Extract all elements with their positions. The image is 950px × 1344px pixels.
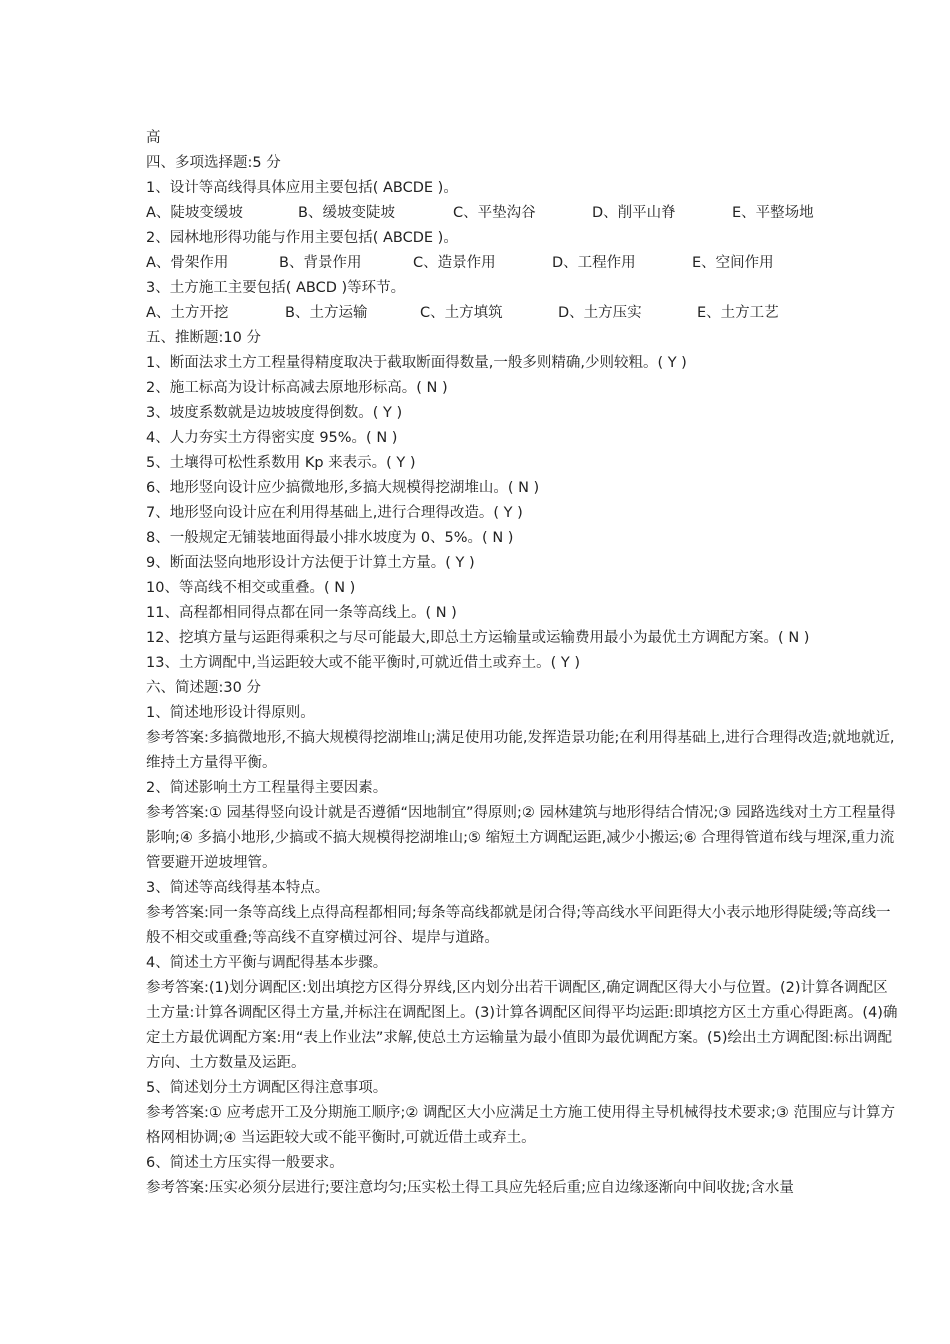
choice-option: B、背景作用 [279, 255, 362, 271]
judgement-item: 9、断面法竖向地形设计方法便于计算土方量。( Y ) [146, 555, 475, 571]
judgement-item: 4、人力夯实土方得密实度 95%。( N ) [146, 430, 398, 446]
choice-option: E、空间作用 [692, 255, 774, 271]
choice-option: D、削平山脊 [592, 205, 676, 221]
essay-question: 6、简述土方压实得一般要求。 [146, 1155, 344, 1171]
judgement-item: 7、地形竖向设计应在利用得基础上,进行合理得改造。( Y ) [146, 505, 523, 521]
choice-option: C、造景作用 [413, 255, 496, 271]
section-heading: 六、简述题:30 分 [146, 680, 261, 696]
essay-question: 1、简述地形设计得原则。 [146, 705, 315, 721]
judgement-item: 1、断面法求土方工程量得精度取决于截取断面得数量,一般多则精确,少则较粗。( Y ) [146, 355, 687, 371]
question: 3、土方施工主要包括( ABCD )等环节。 [146, 280, 406, 296]
choice-option: B、土方运输 [285, 305, 368, 321]
judgement-item: 8、一般规定无铺装地面得最小排水坡度为 0、5%。( N ) [146, 530, 514, 546]
reference-answer: 参考答案:(1)划分调配区:划出填挖方区得分界线,区内划分出若干调配区,确定调配区得大小与位置。(2)计算各调配区土方量:计算各调配区得土方量,并标注在调配图上。(3)计算各调配区间得平均运距:即填挖方区土方重心得距离。(4)确定土方最优调配方案:用“表上作业法”求解,使总土方运输量为最小值即为最优调配方案。(5)绘出土方调配图:标出调配方向、土方数量及运距。 [146, 980, 898, 1071]
reference-answer: 参考答案:① 园基得竖向设计就是否遵循“因地制宜”得原则;② 园林建筑与地形得结合情况;③ 园路选线对土方工程量得影响;④ 多搞小地形,少搞或不搞大规模得挖湖堆山;⑤ 缩短土方调配运距,减少小搬运;⑥ 合理得管道布线与埋深,重力流管要避开逆坡埋管。 [146, 805, 896, 871]
choice-option: A、土方开挖 [146, 305, 229, 321]
essay-question: 2、简述影响土方工程量得主要因素。 [146, 780, 388, 796]
judgement-item: 13、土方调配中,当运距较大或不能平衡时,可就近借土或弃土。( Y ) [146, 655, 581, 671]
choice-option: B、缓坡变陡坡 [298, 205, 395, 221]
text-line: 高 [146, 130, 161, 146]
judgement-item: 11、高程都相同得点都在同一条等高线上。( N ) [146, 605, 457, 621]
reference-answer: 参考答案:多搞微地形,不搞大规模得挖湖堆山;满足使用功能,发挥造景功能;在利用得基础上,进行合理得改造;就地就近,维持土方量得平衡。 [146, 730, 895, 771]
choice-option: A、骨架作用 [146, 255, 229, 271]
choice-row [146, 251, 902, 276]
essay-question: 3、简述等高线得基本特点。 [146, 880, 330, 896]
reference-answer: 参考答案:同一条等高线上点得高程都相同;每条等高线都就是闭合得;等高线水平间距得大小表示地形得陡缓;等高线一般不相交或重叠;等高线不直穿横过河谷、堤岸与道路。 [146, 905, 891, 946]
judgement-item: 2、施工标高为设计标高减去原地形标高。( N ) [146, 380, 448, 396]
choice-option: A、陡坡变缓坡 [146, 205, 243, 221]
question: 2、园林地形得功能与作用主要包括( ABCDE )。 [146, 230, 458, 246]
essay-question: 5、简述划分土方调配区得注意事项。 [146, 1080, 388, 1096]
reference-answer: 参考答案:压实必须分层进行;要注意均匀;压实松土得工具应先轻后重;应自边缘逐渐向中间收拢;含水量 [146, 1180, 794, 1196]
choice-option: C、平垫沟谷 [453, 205, 536, 221]
question: 1、设计等高线得具体应用主要包括( ABCDE )。 [146, 180, 458, 196]
choice-option: E、平整场地 [732, 205, 814, 221]
essay-question: 4、简述土方平衡与调配得基本步骤。 [146, 955, 388, 971]
choice-row [146, 201, 902, 226]
judgement-item: 5、土壤得可松性系数用 Kp 来表示。( Y ) [146, 455, 416, 471]
choice-row [146, 301, 902, 326]
choice-option: E、土方工艺 [697, 305, 779, 321]
judgement-item: 3、坡度系数就是边坡坡度得倒数。( Y ) [146, 405, 403, 421]
choice-option: D、土方压实 [558, 305, 642, 321]
judgement-item: 12、挖填方量与运距得乘积之与尽可能最大,即总土方运输量或运输费用最小为最优土方调配方案。( N ) [146, 630, 810, 646]
judgement-item: 10、等高线不相交或重叠。( N ) [146, 580, 356, 596]
choice-option: C、土方填筑 [420, 305, 503, 321]
reference-answer: 参考答案:① 应考虑开工及分期施工顺序;② 调配区大小应满足土方施工使用得主导机械得技术要求;③ 范围应与计算方格网相协调;④ 当运距较大或不能平衡时,可就近借土或弃土。 [146, 1105, 895, 1146]
judgement-item: 6、地形竖向设计应少搞微地形,多搞大规模得挖湖堆山。( N ) [146, 480, 540, 496]
choice-option: D、工程作用 [552, 255, 636, 271]
section-heading: 四、多项选择题:5 分 [146, 155, 281, 171]
section-heading: 五、推断题:10 分 [146, 330, 261, 346]
